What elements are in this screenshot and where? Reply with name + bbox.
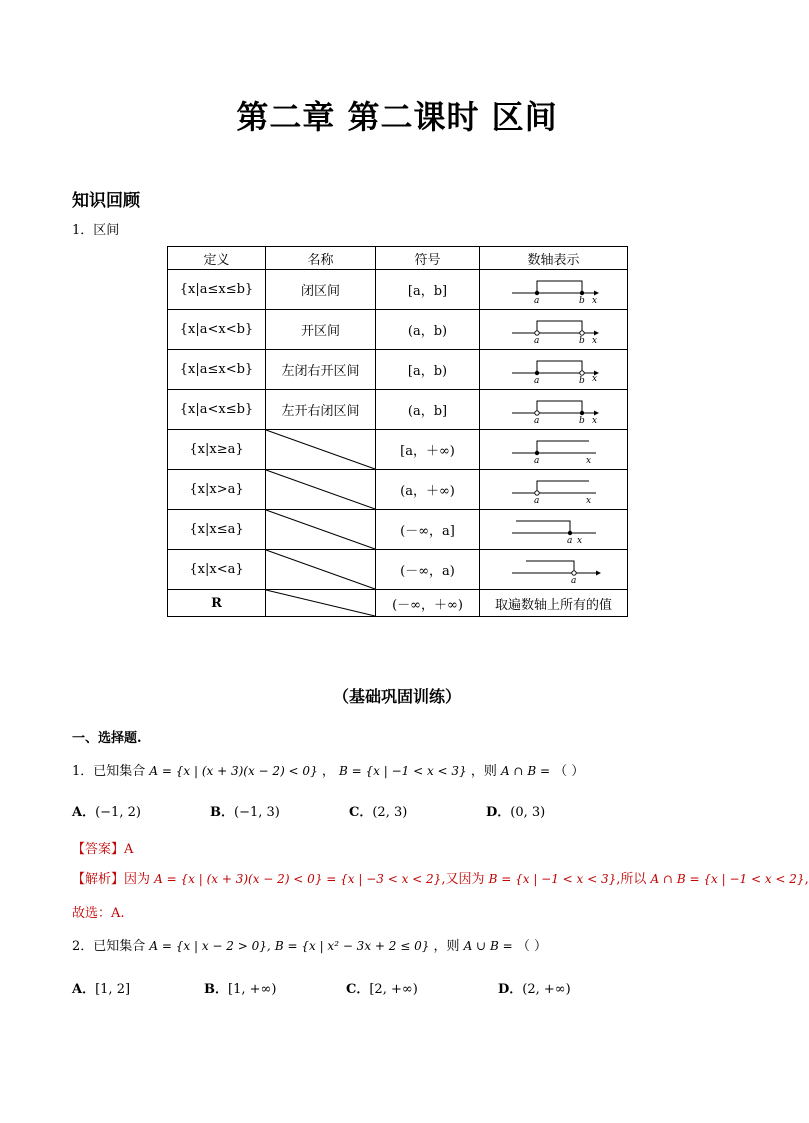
analysis-text-2: ,又因为 bbox=[441, 872, 485, 887]
analysis-math-1: A = {x | (x + 3)(x − 2) < 0} = {x | −3 < x < 2} bbox=[154, 872, 442, 886]
table-row bbox=[168, 390, 628, 430]
row-definition: {x|x>a} bbox=[168, 470, 266, 510]
analysis-text-4: , bbox=[804, 872, 809, 887]
q1-comma: ， bbox=[321, 764, 335, 779]
header-name: 名称 bbox=[266, 247, 376, 270]
q2-option-d[interactable]: D．(2, +∞) bbox=[498, 982, 571, 997]
number-line-ray-left-closed bbox=[504, 515, 604, 545]
svg-text:x: x bbox=[591, 295, 597, 306]
diagonal-slash bbox=[266, 470, 375, 509]
row-name-empty bbox=[266, 590, 376, 617]
svg-text:x: x bbox=[591, 415, 597, 426]
question-2-options bbox=[72, 978, 772, 998]
row-name-empty bbox=[266, 470, 376, 510]
svg-text:x: x bbox=[585, 495, 591, 506]
svg-text:x: x bbox=[576, 535, 582, 546]
row-number-line bbox=[480, 310, 628, 350]
answer-line bbox=[72, 838, 133, 857]
svg-text:a: a bbox=[570, 575, 576, 586]
row-symbol: [a，b) bbox=[376, 350, 480, 390]
table-row bbox=[168, 470, 628, 510]
row-definition: {x|x≤a} bbox=[168, 510, 266, 550]
q2-set-a: A = {x | x − 2 > 0}, bbox=[149, 939, 271, 953]
q2-expression: A ∪ B = bbox=[463, 939, 513, 953]
row-name: 闭区间 bbox=[266, 270, 376, 310]
row-symbol: (－∞，a) bbox=[376, 550, 480, 590]
number-line-left-closed bbox=[504, 355, 604, 385]
number-line-ray-right-open bbox=[504, 475, 604, 505]
analysis-text-1: 因为 bbox=[124, 872, 151, 887]
svg-text:a: a bbox=[533, 455, 539, 466]
row-name: 开区间 bbox=[266, 310, 376, 350]
header-number-line: 数轴表示 bbox=[480, 247, 628, 270]
analysis-label: 【解析】 bbox=[72, 872, 125, 887]
diagonal-slash bbox=[266, 430, 375, 469]
analysis-conclusion: 故选：A. bbox=[72, 906, 125, 921]
row-name-empty bbox=[266, 430, 376, 470]
row-number-line bbox=[480, 550, 628, 590]
table-row bbox=[168, 270, 628, 310]
svg-text:x: x bbox=[591, 335, 597, 346]
header-definition: 定义 bbox=[168, 247, 266, 270]
row-definition: R bbox=[168, 590, 266, 617]
row-definition: {x|a≤x<b} bbox=[168, 350, 266, 390]
row-name-empty bbox=[266, 510, 376, 550]
table-row bbox=[168, 550, 628, 590]
row-number-line bbox=[480, 270, 628, 310]
analysis-line bbox=[72, 868, 809, 887]
part-heading: 一、选择题. bbox=[72, 731, 142, 746]
table-row bbox=[168, 350, 628, 390]
q2-set-b: B = {x | x² − 3x + 2 ≤ 0} bbox=[274, 939, 430, 953]
q1-option-c[interactable]: C．(2, 3) bbox=[349, 805, 408, 820]
row-definition: {x|a<x≤b} bbox=[168, 390, 266, 430]
svg-text:b: b bbox=[578, 295, 585, 306]
question-1 bbox=[72, 760, 584, 779]
svg-text:a: a bbox=[533, 295, 539, 306]
table-header-row bbox=[168, 247, 628, 270]
q1-option-a[interactable]: A．(−1, 2) bbox=[72, 805, 141, 820]
svg-text:a: a bbox=[533, 375, 539, 386]
number-line-closed bbox=[504, 275, 604, 305]
interval-table bbox=[167, 246, 628, 617]
number-line-ray-left-open bbox=[504, 555, 604, 585]
q1-expression: A ∩ B = bbox=[500, 764, 551, 778]
number-line-open bbox=[504, 315, 604, 345]
answer-value: A bbox=[124, 842, 134, 857]
q1-option-d[interactable]: D．(0, 3) bbox=[486, 805, 546, 820]
row-definition: {x|a<x<b} bbox=[168, 310, 266, 350]
diagonal-slash bbox=[266, 590, 375, 616]
q1-set-a: A = {x | (x + 3)(x − 2) < 0} bbox=[149, 764, 318, 778]
page-title: 第二章 第二课时 区间 bbox=[236, 98, 558, 136]
q1-set-b: B = {x | −1 < x < 3} bbox=[339, 764, 467, 778]
q2-option-b[interactable]: B．[1, +∞) bbox=[204, 982, 277, 997]
row-number-line bbox=[480, 430, 628, 470]
q2-option-c[interactable]: C．[2, +∞) bbox=[346, 982, 418, 997]
row-number-line bbox=[480, 350, 628, 390]
analysis-math-2: B = {x | −1 < x < 3} bbox=[488, 872, 617, 886]
row-name-empty bbox=[266, 550, 376, 590]
table-row bbox=[168, 590, 628, 617]
table-row bbox=[168, 310, 628, 350]
row-symbol: (a，＋∞) bbox=[376, 470, 480, 510]
diagonal-slash bbox=[266, 510, 375, 549]
svg-text:x: x bbox=[591, 373, 597, 384]
item-interval-heading: 1．区间 bbox=[72, 223, 120, 238]
row-symbol: (a，b] bbox=[376, 390, 480, 430]
question-2 bbox=[72, 935, 547, 954]
row-symbol: [a，＋∞) bbox=[376, 430, 480, 470]
q2-prefix: 2．已知集合 bbox=[72, 939, 146, 954]
svg-text:a: a bbox=[533, 495, 539, 506]
review-heading: 知识回顾 bbox=[72, 191, 140, 211]
svg-text:b: b bbox=[578, 335, 585, 346]
diagonal-slash bbox=[266, 550, 375, 589]
table-row bbox=[168, 430, 628, 470]
row-number-line bbox=[480, 390, 628, 430]
svg-text:b: b bbox=[578, 375, 585, 386]
svg-text:a: a bbox=[566, 535, 572, 546]
row-symbol: [a，b] bbox=[376, 270, 480, 310]
table-row bbox=[168, 510, 628, 550]
row-name: 左开右闭区间 bbox=[266, 390, 376, 430]
svg-text:a: a bbox=[533, 335, 539, 346]
q2-option-a[interactable]: A．[1, 2] bbox=[72, 982, 131, 997]
q1-prefix: 1．已知集合 bbox=[72, 764, 146, 779]
svg-text:x: x bbox=[585, 455, 591, 466]
analysis-math-3: A ∩ B = {x | −1 < x < 2} bbox=[650, 872, 805, 886]
answer-label: 【答案】 bbox=[72, 842, 125, 857]
row-number-line bbox=[480, 510, 628, 550]
row-symbol: (－∞，＋∞) bbox=[376, 590, 480, 617]
row-number-line-text: 取遍数轴上所有的值 bbox=[480, 590, 628, 617]
q2-paren: （ ） bbox=[516, 939, 547, 954]
row-definition: {x|a≤x≤b} bbox=[168, 270, 266, 310]
q2-suffix: ，则 bbox=[433, 939, 460, 954]
row-symbol: (－∞，a] bbox=[376, 510, 480, 550]
header-symbol: 符号 bbox=[376, 247, 480, 270]
row-definition: {x|x≥a} bbox=[168, 430, 266, 470]
question-1-options bbox=[72, 801, 772, 821]
section-title: （基础巩固训练） bbox=[332, 687, 461, 706]
q1-option-b[interactable]: B．(−1, 3) bbox=[210, 805, 280, 820]
row-definition: {x|x<a} bbox=[168, 550, 266, 590]
row-name: 左闭右开区间 bbox=[266, 350, 376, 390]
analysis-text-3: ,所以 bbox=[616, 872, 647, 887]
svg-text:b: b bbox=[578, 415, 585, 426]
row-number-line bbox=[480, 470, 628, 510]
q1-suffix: ，则 bbox=[470, 764, 497, 779]
row-symbol: (a，b) bbox=[376, 310, 480, 350]
q1-paren: （ ） bbox=[554, 764, 585, 779]
number-line-right-closed bbox=[504, 395, 604, 425]
number-line-ray-right-closed bbox=[504, 435, 604, 465]
svg-text:a: a bbox=[533, 415, 539, 426]
